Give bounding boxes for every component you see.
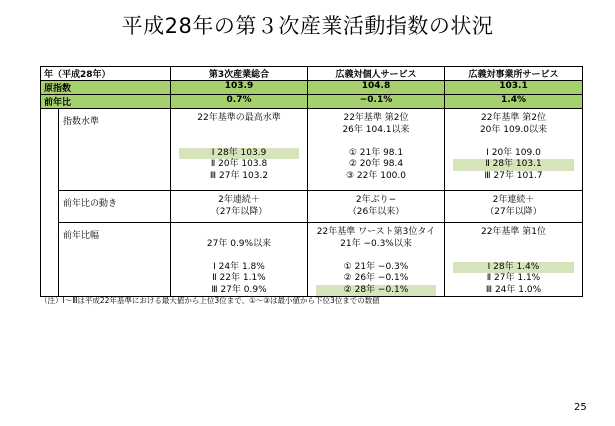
cell-line: Ⅰ 24年 1.8% — [213, 261, 265, 272]
cell-line — [308, 136, 444, 148]
cell-line — [445, 250, 582, 262]
cell-line: Ⅲ 24年 1.0% — [485, 284, 542, 295]
yoy-value: −0.1% — [308, 95, 445, 109]
cell-line: Ⅲ 27年 0.9% — [211, 284, 267, 295]
highlighted-line: ② 28年 −0.1% — [316, 285, 436, 297]
cell-line: 22年基準 第1位 — [480, 227, 547, 237]
cell-line: 22年基準 第2位 — [343, 113, 409, 123]
range-cell — [308, 223, 445, 297]
highlighted-line: Ⅰ 28年 103.9 — [179, 148, 299, 160]
cell-line: 2年ぶり− — [355, 195, 397, 205]
cell-line: 2年連続＋ — [218, 195, 260, 205]
level-label: 指数水準 — [59, 109, 171, 191]
yoy-row — [41, 95, 583, 109]
movement-row — [41, 191, 583, 223]
yoy-value: 0.7% — [171, 95, 308, 109]
header-year: 年（平成28年） — [41, 67, 171, 81]
cell-line: 26年 104.1以来 — [342, 124, 410, 135]
movement-label: 前年比の動き — [59, 191, 171, 223]
cell-line — [171, 227, 307, 239]
cell-line: Ⅰ 20年 109.0 — [486, 147, 541, 158]
activity-index-table — [40, 66, 583, 297]
cell-line: 2年連続＋ — [492, 195, 535, 205]
cell-line: ③ 22年 100.0 — [345, 170, 406, 181]
cell-line: Ⅱ 22年 1.1% — [212, 273, 266, 283]
cell-line: 21年 −0.3%以来 — [340, 238, 412, 249]
level-cell — [308, 109, 445, 191]
range-cell — [445, 223, 583, 297]
cell-line: （27年以降） — [210, 206, 268, 217]
cell-line: Ⅱ 20年 103.8 — [210, 159, 268, 169]
cell-line: ① 21年 98.1 — [348, 147, 404, 158]
level-cell — [171, 109, 308, 191]
cell-line: 20年 109.0以来 — [479, 124, 548, 135]
range-row — [41, 223, 583, 297]
header-personal-services: 広義対個人サービス — [308, 67, 445, 81]
highlighted-line: Ⅰ 28年 1.4% — [453, 262, 574, 274]
index-value: 104.8 — [308, 81, 445, 95]
cell-line — [171, 250, 307, 262]
cell-line — [308, 250, 444, 262]
cell-line: （26年以来） — [347, 206, 405, 217]
level-row — [41, 109, 583, 191]
index-row — [41, 81, 583, 95]
cell-line: 22年基準 ワースト第3位タイ — [316, 227, 436, 237]
highlighted-line: Ⅱ 28年 103.1 — [453, 159, 574, 171]
index-value: 103.9 — [171, 81, 308, 95]
yoy-label: 前年比 — [41, 95, 171, 109]
page-title: 平成28年の第３次産業活動指数の状況 — [121, 14, 494, 38]
cell-line: 22年基準の最高水準 — [197, 113, 281, 123]
header-business-services: 広義対事業所サービス — [445, 67, 583, 81]
table-header-row — [41, 67, 583, 81]
cell-line: Ⅲ 27年 103.2 — [209, 170, 269, 181]
movement-cell — [171, 191, 308, 223]
cell-line — [171, 136, 307, 148]
cell-line: 22年基準 第2位 — [480, 113, 547, 123]
yoy-value: 1.4% — [445, 95, 583, 109]
cell-line — [445, 239, 582, 251]
movement-cell — [445, 191, 583, 223]
indent-spacer — [41, 109, 59, 297]
cell-line: Ⅲ 27年 101.7 — [484, 170, 543, 181]
cell-line: （27年以降） — [485, 206, 542, 217]
cell-line: ② 26年 −0.1% — [343, 273, 409, 283]
page-number: 25 — [574, 402, 587, 413]
movement-cell — [308, 191, 445, 223]
index-value: 103.1 — [445, 81, 583, 95]
index-label: 原指数 — [41, 81, 171, 95]
cell-line: ② 20年 98.4 — [348, 159, 404, 169]
cell-line: ① 21年 −0.3% — [343, 261, 409, 272]
range-label: 前年比幅 — [59, 223, 171, 297]
range-cell — [171, 223, 308, 297]
cell-line — [171, 125, 307, 137]
cell-line: Ⅱ 27年 1.1% — [486, 273, 541, 283]
header-tertiary-total: 第3次産業総合 — [171, 67, 308, 81]
footnote: （注）Ⅰ～Ⅲは平成22年基準における最大値から上位3位まで、①～③は最小値から下位3位までの数値 — [40, 296, 380, 305]
cell-line: 27年 0.9%以来 — [206, 238, 272, 249]
cell-line — [445, 136, 582, 148]
level-cell — [445, 109, 583, 191]
